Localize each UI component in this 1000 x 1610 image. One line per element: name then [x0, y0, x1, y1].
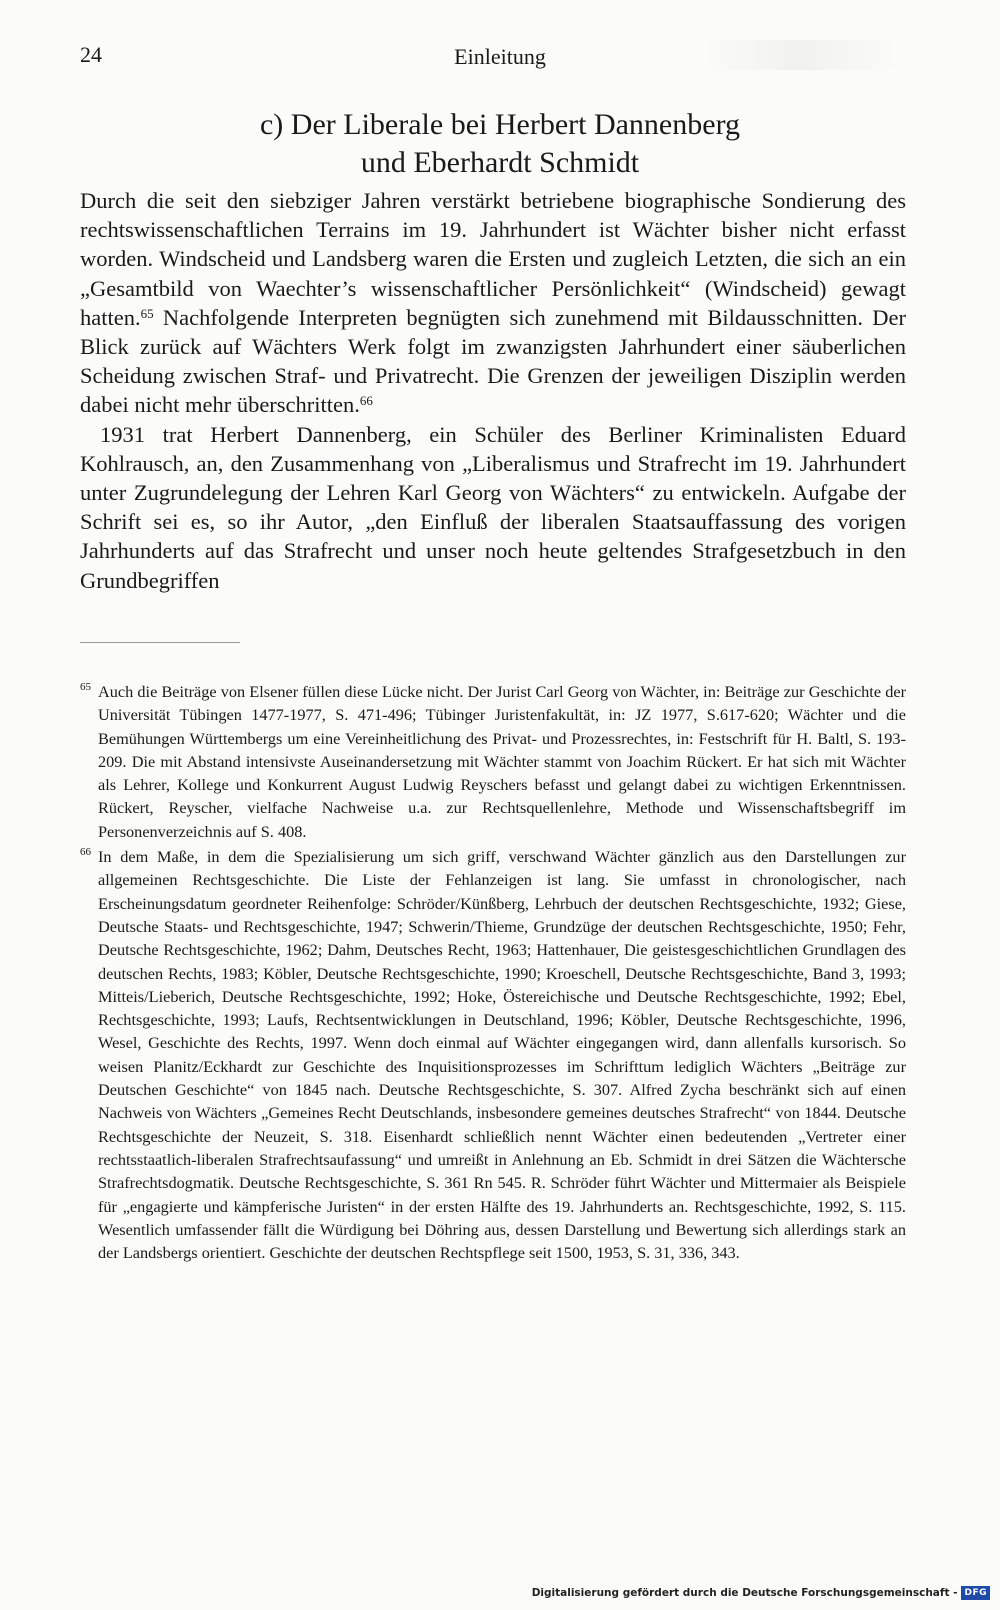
- dfg-logo-icon: DFG: [961, 1586, 990, 1600]
- section-heading-line1: c) Der Liberale bei Herbert Dannenberg: [259, 108, 741, 141]
- section-heading: [120, 106, 880, 182]
- digitization-credit: [532, 1584, 990, 1602]
- body-text: [80, 186, 906, 595]
- footnote-65: [80, 680, 906, 843]
- footnote-separator: [80, 642, 240, 643]
- footnote-number: 65: [80, 681, 91, 693]
- running-title: Einleitung: [454, 44, 546, 69]
- section-heading-line2: und Eberhardt Schmidt: [360, 146, 640, 179]
- paragraph-1-text-b: Nachfolgende Interpreten begnügten sich zunehmend mit Bildausschnitten. Der Blick zurück auf Wächters Werk folgt im zwanzigsten Jahrhundert einer säuberlichen Scheidung zwischen Straf- und Privatrecht. Die Grenzen der jeweiligen Disziplin werden dabei nicht mehr überschritten.: [80, 304, 906, 418]
- page-number: 24: [80, 42, 102, 67]
- footnote-ref-66[interactable]: 66: [359, 393, 373, 409]
- footnote-66: [80, 845, 906, 1264]
- paragraph-2: 1931 trat Herbert Dannenberg, ein Schüler des Berliner Kriminalisten Eduard Kohlrausch, an, den Zusammenhang von „Liberalismus und Strafrecht im 19. Jahrhundert unter Zugrundelegung der Lehren Karl Georg von Wächters“ zu entwickeln. Aufgabe der Schrift sei es, so ihr Autor, „den Einfluß der liberalen Staatsauffassung des vorigen Jahrhunderts auf das Strafrecht und unser noch heute geltendes Strafgesetzbuch in den Grundbegriffen: [80, 421, 906, 593]
- paragraph-1-text-a: Durch die seit den siebziger Jahren verstärkt betriebene biographische Sondierung des rechtswissenschaftlichen Terrains im 19. Jahrhundert ist Wächter bisher nicht erfasst worden. Windscheid und Landsberg waren die Ersten und zugleich Letzten, die sich an ein „Gesamtbild von Waechter’s wissenschaftlicher Persönlichkeit“ (Windscheid) gewagt hatten.: [80, 188, 906, 330]
- paragraph-1: [80, 186, 906, 420]
- footnote-text: Auch die Beiträge von Elsener füllen diese Lücke nicht. Der Jurist Carl Georg von Wächter, in: Beiträge zur Geschichte der Universität Tübingen 1477-1977, S. 471-496; Tübinger Juristenfakultät, in: JZ 1977, S.617-620; Wächter und die Bemühungen Württembergs um eine Vereinheitlichung des Privat- und Prozessrechtes, in: Festschrift für H. Baltl, S. 193-209. Die mit Abstand intensivste Auseinandersetzung mit Wächter stammt von Joachim Rückert. Er hat sich mit Wächter als Lehrer, Kollege und Konkurrent August Ludwig Reyschers befasst und gelangt dabei zu wichtigen Erkenntnissen. Rückert, Reyscher, vielfache Nachweise u.a. zur Rechtsquellenlehre, Methode und Wissenschaftsbegriff im Personenverzeichnis auf S. 408.: [98, 682, 906, 841]
- footnote-ref-65[interactable]: 65: [140, 305, 154, 321]
- credit-text: Digitalisierung gefördert durch die Deutsche Forschungsgemeinschaft -: [531, 1587, 958, 1599]
- footnotes: [80, 680, 906, 1264]
- footnote-text: In dem Maße, in dem die Spezialisierung um sich griff, verschwand Wächter gänzlich aus den Darstellungen zur allgemeinen Rechtsgeschichte. Die Liste der Fehlanzeigen ist lang. Sie umfasst in chronologischer, nach Erscheinungsdatum geordneter Reihenfolge: Schröder/Künßberg, Lehrbuch der deutschen Rechtsgeschichte, 1932; Giese, Deutsche Staats- und Rechtsgeschichte, 1947; Schwerin/Thieme, Grundzüge der deutschen Rechtsgeschichte, 1950; Fehr, Deutsche Rechtsgeschichte, 1962; Dahm, Deutsches Recht, 1963; Hattenhauer, Die geistesgeschichtlichen Grundlagen des deutschen Rechts, 1983; Köbler, Deutsche Rechtsgeschichte, 1990; Kroeschell, Deutsche Rechtsgeschichte, Band 3, 1993; Mitteis/Lieberich, Deutsche Rechtsgeschichte, 1992; Hoke, Östereichische und Deutsche Rechtsgeschichte, 1992; Ebel, Rechtsgeschichte, 1993; Laufs, Rechtsentwicklungen in Deutschland, 1996; Köbler, Deutsche Rechtsgeschichte, 1996, Wesel, Geschichte des Rechts, 1997. Wenn doch einmal auf Wächter eingegangen wird, dann allenfalls kursorisch. So weisen Planitz/Eckhardt zur Geschichte des Inquisitionsprozesses im Schrifttum lediglich Wächters „Beiträge zur Deutschen Geschichte“ von 1845 nach. Deutsche Rechtsgeschichte, S. 307. Alfred Zycha beschränkt sich auf einen Nachweis von Wächters „Gemeines Recht Deutschlands, insbesondere gemeines deutsches Strafrecht“ von 1844. Deutsche Rechtsgeschichte der Neuzeit, S. 318. Eisenhardt schließlich nennt Wächter einen bedeutenden „Vertreter einer rechtsstaatlich-liberalen Strafrechtsaufassung“ und umreißt in Anlehnung an Eb. Schmidt in drei Sätzen die Wächtersche Strafrechtsdogmatik. Deutsche Rechtsgeschichte, S. 361 Rn 545. R. Schröder führt Wächter und Mittermaier als Beispiele für „engagierte und kämpferische Juristen“ in der ersten Hälfte des 19. Jahrhunderts an. Rechtsgeschichte, 1992, S. 115. Wesentlich umfassender fällt die Würdigung bei Döhring aus, dessen Darstellung und Bewertung sich allerdings stark an der Landsbergs orientiert. Geschichte der deutschen Rechtspflege seit 1500, 1953, S. 31, 336, 343.: [98, 847, 906, 1263]
- footnote-number: 66: [80, 846, 91, 859]
